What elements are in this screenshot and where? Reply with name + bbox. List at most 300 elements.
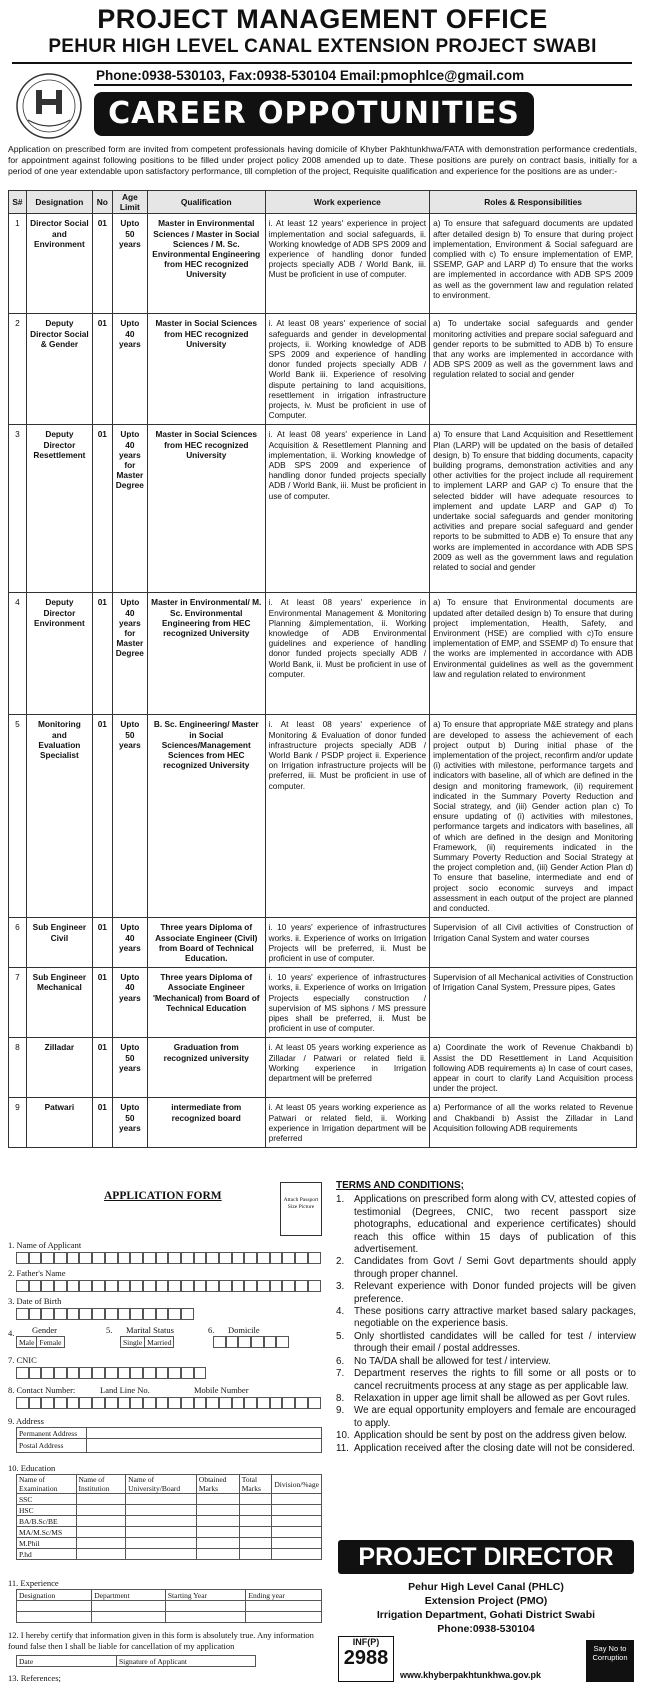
char-box[interactable]: [295, 1280, 308, 1292]
intro-paragraph: Application on prescribed form are invited from competent professionals having domicile of Khyber Pakhtunkhwa/FATA with demonstration performance credentials, for appointment against following positions to be filled under project policy 2008 amended up to date. These positions are purely on contract basis, initially for a period of one year extendable upon satisfactory performance, till completion of the project, Requisite qualification and experience for the positions are as under:-: [8, 144, 637, 176]
female-option[interactable]: Female: [37, 1337, 64, 1348]
no-corruption-badge: Say No to Corruption: [586, 1640, 634, 1682]
char-box[interactable]: [219, 1252, 232, 1264]
char-box[interactable]: [41, 1367, 54, 1379]
table-row: [9, 968, 637, 1038]
char-box[interactable]: [244, 1397, 257, 1409]
char-box[interactable]: [270, 1280, 283, 1292]
col-sn: S#: [9, 191, 27, 214]
char-box[interactable]: [156, 1308, 169, 1320]
char-box[interactable]: [156, 1252, 169, 1264]
char-box[interactable]: [92, 1397, 105, 1409]
cell-experience: i. 10 years' experience of infrastructures works. ii. Experience of works on Irrigation Projects will be preferred, ii. Must be proficient in use of computer.: [265, 918, 430, 968]
domicile-input[interactable]: [213, 1336, 289, 1348]
cell-roles: a) To ensure that safeguard documents are updated after detailed design b) To ensure that during project implementation, Environment & Social safeguard are complied with c) To ensure implementation of EMP, SSEMP, GAP and LARP d) To ensure that the works are implemented in accordance with ADB SPS 2009 as well as the government law and regulation related to environment.: [430, 214, 637, 314]
char-box[interactable]: [194, 1367, 207, 1379]
experience-row[interactable]: [17, 1601, 322, 1612]
char-box[interactable]: [219, 1397, 232, 1409]
char-box[interactable]: [118, 1308, 131, 1320]
education-cell[interactable]: [196, 1549, 239, 1560]
terms-text: Relevant experience with Donor funded projects will be given preference.: [354, 1281, 636, 1305]
experience-cell[interactable]: [165, 1612, 246, 1623]
table-row: [9, 1038, 637, 1098]
terms-item: [336, 1331, 636, 1356]
experience-table[interactable]: [16, 1589, 322, 1623]
terms-item: [336, 1430, 636, 1442]
char-box[interactable]: [41, 1280, 54, 1292]
terms-number: 6.: [336, 1355, 345, 1367]
char-box[interactable]: [282, 1397, 295, 1409]
education-cell[interactable]: [196, 1527, 239, 1538]
char-box[interactable]: [92, 1367, 105, 1379]
education-header-cell: Name of Institution: [76, 1475, 126, 1494]
char-box[interactable]: [130, 1397, 143, 1409]
single-option[interactable]: Single: [121, 1337, 145, 1348]
education-cell[interactable]: [126, 1527, 197, 1538]
experience-header-cell: Ending year: [246, 1590, 322, 1601]
terms-item: [336, 1443, 636, 1455]
cell-no: 01: [92, 715, 112, 918]
postal-address-input[interactable]: [87, 1439, 322, 1453]
education-level: M.Phil: [17, 1538, 77, 1549]
education-cell[interactable]: [239, 1494, 272, 1505]
education-level: MA/M.Sc/MS: [17, 1527, 77, 1538]
education-row[interactable]: [17, 1494, 322, 1505]
char-box[interactable]: [282, 1252, 295, 1264]
cell-experience: i. At least 08 years' experience of Monitoring & Evaluation of donor funded infrastructure projects specially ADB / World Bank / PSDP project ii. Experience on Irrigation infrastructure projects will be preferred, iii. Must be proficient in use of computer.: [265, 715, 430, 918]
education-row[interactable]: [17, 1516, 322, 1527]
positions-table: [8, 190, 637, 1148]
cell-no: 01: [92, 425, 112, 593]
table-row: [9, 314, 637, 425]
label-cnic: 7. CNIC: [8, 1355, 37, 1365]
education-cell[interactable]: [76, 1527, 126, 1538]
education-cell[interactable]: [76, 1516, 126, 1527]
char-box[interactable]: [105, 1252, 118, 1264]
char-box[interactable]: [257, 1280, 270, 1292]
terms-text: Candidates from Govt / Semi Govt departments should apply through proper channel.: [354, 1256, 636, 1280]
char-box[interactable]: [67, 1367, 80, 1379]
cell-qualification: Master in Environmental Sciences / Master in Social Sciences / M. Sc. Environmental Engineering from HEC recognized University: [147, 214, 265, 314]
education-cell[interactable]: [126, 1549, 197, 1560]
char-box[interactable]: [105, 1280, 118, 1292]
label-5: 5.: [106, 1325, 113, 1335]
education-level: SSC: [17, 1494, 77, 1505]
char-box[interactable]: [194, 1252, 207, 1264]
char-box[interactable]: [168, 1280, 181, 1292]
char-box[interactable]: [232, 1252, 245, 1264]
label-mobile: Mobile Number: [194, 1385, 249, 1395]
cell-roles: Supervision of all Civil activities of Construction of Irrigation Canal System and water courses: [430, 918, 637, 968]
education-header-cell: Total Marks: [239, 1475, 272, 1494]
label-marital: Marital Status: [126, 1325, 174, 1335]
table-row: [9, 715, 637, 918]
char-box[interactable]: [276, 1336, 289, 1348]
director-line-3: Irrigation Department, Gohati District Swabi: [376, 1609, 596, 1621]
cell-roles: a) Coordinate the work of Revenue Chakbandi b) Assist the DD Resettlement in Land Acquisition following ADB requirements a) In case of court cases, appear in court to clarify Land Acquisition process under the project.: [430, 1038, 637, 1098]
education-cell[interactable]: [239, 1505, 272, 1516]
char-box[interactable]: [156, 1367, 169, 1379]
education-header-cell: Name of Examination: [17, 1475, 77, 1494]
cell-designation: Deputy Director Social & Gender: [26, 314, 92, 425]
terms-text: Application received after the closing date will not be considered.: [354, 1442, 636, 1454]
education-cell[interactable]: [272, 1549, 322, 1560]
divider: [12, 62, 632, 64]
dob-input[interactable]: [16, 1308, 194, 1320]
terms-item: [336, 1368, 636, 1393]
terms-number: 9.: [336, 1405, 345, 1417]
education-cell[interactable]: [126, 1505, 197, 1516]
cell-roles: a) To ensure that appropriate M&E strategy and plans are developed to assess the achievement of each project output b) During initial phase of the implementation of the project, reconfirm and/or update (i) activities with milestone, performance targets and indicators with baseline, all of which are defined in the design and monitoring framework, (ii) requirement indicated in the Summary Poverty Reduction and Social strategy, and (iii) Gender action plan c) To ensure updating of (i) activities with milestones, performance targets and indicators with baselines, all of which are defined in the design and Monitoring Framework, (ii) requirements indicated in the Summary Poverty Reduction and Social Strategy at the project completion and, (iii) Gender Action Plan d) To ensure that baseline, intermediate and end of project socio economic surveys and impact assessment in each output of the project are planned and conducted.: [430, 715, 637, 918]
char-box[interactable]: [244, 1280, 257, 1292]
form-title: APPLICATION FORM: [104, 1190, 222, 1202]
label-education: 10. Education: [8, 1463, 56, 1473]
terms-text: We are equal opportunity employers and female are encouraged to apply.: [354, 1405, 636, 1429]
marital-select[interactable]: [120, 1336, 174, 1348]
char-box[interactable]: [181, 1397, 194, 1409]
label-dob: 3. Date of Birth: [8, 1296, 62, 1306]
char-box[interactable]: [130, 1308, 143, 1320]
cell-designation: Sub Engineer Civil: [26, 918, 92, 968]
cell-designation: Deputy Director Resettlement: [26, 425, 92, 593]
char-box[interactable]: [130, 1367, 143, 1379]
char-box[interactable]: [29, 1367, 42, 1379]
director-line-1: Pehur High Level Canal (PHLC): [408, 1581, 564, 1593]
col-roles: Roles & Responsibilities: [430, 191, 637, 214]
char-box[interactable]: [181, 1252, 194, 1264]
char-box[interactable]: [168, 1308, 181, 1320]
education-cell[interactable]: [196, 1516, 239, 1527]
cell-qualification: Master in Social Sciences from HEC recognized University: [147, 314, 265, 425]
education-cell[interactable]: [126, 1516, 197, 1527]
char-box[interactable]: [41, 1308, 54, 1320]
cell-age: Upto 40 years: [112, 918, 147, 968]
education-row[interactable]: [17, 1538, 322, 1549]
table-header-row: [9, 191, 637, 214]
char-box[interactable]: [67, 1308, 80, 1320]
terms-number: 4.: [336, 1306, 345, 1318]
cell-designation: Sub Engineer Mechanical: [26, 968, 92, 1038]
char-box[interactable]: [92, 1280, 105, 1292]
char-box[interactable]: [295, 1252, 308, 1264]
char-box[interactable]: [257, 1252, 270, 1264]
char-box[interactable]: [206, 1397, 219, 1409]
char-box[interactable]: [16, 1280, 29, 1292]
char-box[interactable]: [282, 1280, 295, 1292]
education-cell[interactable]: [126, 1494, 197, 1505]
education-cell[interactable]: [76, 1505, 126, 1516]
char-box[interactable]: [29, 1397, 42, 1409]
education-header-cell: Name of University/Board: [126, 1475, 197, 1494]
cell-no: 01: [92, 314, 112, 425]
terms-item: [336, 1356, 636, 1368]
experience-cell[interactable]: [92, 1601, 166, 1612]
char-box[interactable]: [181, 1367, 194, 1379]
cell-qualification: intermediate from recognized board: [147, 1098, 265, 1148]
male-option[interactable]: Male: [17, 1337, 37, 1348]
cell-age: Upto 50 years: [112, 1098, 147, 1148]
char-box[interactable]: [194, 1280, 207, 1292]
education-cell[interactable]: [76, 1549, 126, 1560]
char-box[interactable]: [54, 1280, 67, 1292]
cell-sn: 7: [9, 968, 27, 1038]
cell-qualification: Three years Diploma of Associate Engineer 'Mechanical) from Board of Technical Education: [147, 968, 265, 1038]
experience-cell[interactable]: [92, 1612, 166, 1623]
education-cell[interactable]: [272, 1527, 322, 1538]
char-box[interactable]: [54, 1252, 67, 1264]
char-box[interactable]: [194, 1397, 207, 1409]
char-box[interactable]: [105, 1308, 118, 1320]
char-box[interactable]: [118, 1397, 131, 1409]
label-references: 13. References;: [8, 1673, 61, 1683]
col-qualification: Qualification: [147, 191, 265, 214]
gender-select[interactable]: [16, 1336, 65, 1348]
char-box[interactable]: [118, 1252, 131, 1264]
char-box[interactable]: [16, 1252, 29, 1264]
education-row[interactable]: [17, 1505, 322, 1516]
experience-header-cell: Designation: [17, 1590, 92, 1601]
col-age: Age Limit: [112, 191, 147, 214]
contact-input[interactable]: [16, 1397, 321, 1409]
char-box[interactable]: [29, 1280, 42, 1292]
experience-header-cell: Department: [92, 1590, 166, 1601]
address-table[interactable]: [16, 1427, 322, 1453]
photo-box[interactable]: Attach Passport Size Picture: [280, 1182, 322, 1236]
col-no: No: [92, 191, 112, 214]
char-box[interactable]: [29, 1252, 42, 1264]
website-link[interactable]: www.khyberpakhtunkhwa.gov.pk: [400, 1670, 542, 1680]
director-title: PROJECT DIRECTOR: [338, 1540, 634, 1574]
terms-text: Department reserves the rights to fill some or all posts or to cancel recruitments process at any stage as per applicable law.: [354, 1368, 636, 1392]
terms-list: [336, 1194, 636, 1455]
label-6: 6.: [208, 1325, 215, 1335]
education-cell[interactable]: [239, 1527, 272, 1538]
label-contact: 8. Contact Number:: [8, 1385, 76, 1395]
education-cell[interactable]: [272, 1494, 322, 1505]
char-box[interactable]: [308, 1280, 321, 1292]
cell-no: 01: [92, 1038, 112, 1098]
char-box[interactable]: [41, 1397, 54, 1409]
cell-sn: 5: [9, 715, 27, 918]
education-cell[interactable]: [239, 1538, 272, 1549]
char-box[interactable]: [130, 1280, 143, 1292]
char-box[interactable]: [270, 1252, 283, 1264]
date-field[interactable]: Date: [17, 1656, 117, 1667]
cell-experience: i. At least 08 years' experience in Environmental Management & Monitoring Planning &implementation, ii. Working knowledge of ADB Environmental guidelines and experience of handling donor funded projects specially ADB / World Bank, ii. Must be proficient in use of computer.: [265, 593, 430, 715]
married-option[interactable]: Married: [145, 1337, 174, 1348]
terms-item: [336, 1281, 636, 1306]
project-name: PEHUR HIGH LEVEL CANAL EXTENSION PROJECT SWABI: [48, 36, 597, 57]
label-name: 1. Name of Applicant: [8, 1240, 82, 1250]
label-father: 2. Father's Name: [8, 1268, 66, 1278]
cell-designation: Zilladar: [26, 1038, 92, 1098]
inf-label: INF(P): [352, 1637, 380, 1647]
father-name-input[interactable]: [16, 1280, 321, 1292]
char-box[interactable]: [143, 1367, 156, 1379]
char-box[interactable]: [238, 1336, 251, 1348]
education-cell[interactable]: [272, 1505, 322, 1516]
education-level: HSC: [17, 1505, 77, 1516]
application-form: [8, 1180, 326, 1685]
terms-number: 5.: [336, 1330, 345, 1342]
char-box[interactable]: [143, 1308, 156, 1320]
char-box[interactable]: [92, 1308, 105, 1320]
cell-sn: 1: [9, 214, 27, 314]
char-box[interactable]: [308, 1397, 321, 1409]
terms-number: 10.: [336, 1430, 350, 1442]
education-cell[interactable]: [76, 1494, 126, 1505]
char-box[interactable]: [105, 1397, 118, 1409]
col-experience: Work experience: [265, 191, 430, 214]
cell-roles: a) Performance of all the works related to Revenue and Chakbandi b) Assist the Zilladar in Land Acquisition following ADB requirements: [430, 1098, 637, 1148]
char-box[interactable]: [54, 1308, 67, 1320]
char-box[interactable]: [105, 1367, 118, 1379]
terms-title: TERMS AND CONDITIONS;: [336, 1180, 464, 1191]
cell-age: Upto 50 years: [112, 214, 147, 314]
char-box[interactable]: [130, 1252, 143, 1264]
terms-item: [336, 1256, 636, 1281]
education-cell[interactable]: [272, 1516, 322, 1527]
char-box[interactable]: [206, 1252, 219, 1264]
signature-field[interactable]: Signature of Applicant: [117, 1656, 256, 1667]
experience-cell[interactable]: [17, 1612, 92, 1623]
char-box[interactable]: [29, 1308, 42, 1320]
terms-text: These positions carry attractive market based salary packages, negotiable on the experience basis.: [354, 1306, 636, 1330]
education-cell[interactable]: [239, 1516, 272, 1527]
char-box[interactable]: [219, 1280, 232, 1292]
char-box[interactable]: [308, 1252, 321, 1264]
char-box[interactable]: [118, 1280, 131, 1292]
cell-age: Upto 40 years for Master Degree: [112, 593, 147, 715]
cell-experience: i. At least 12 years' experience in project implementation and social safeguards, ii. Working knowledge of ADB SPS 2009 and experience of handling donor funded projects specially ADB / World Bank, iii. Must be proficient in use of computer.: [265, 214, 430, 314]
cell-age: Upto 40 years: [112, 968, 147, 1038]
char-box[interactable]: [270, 1397, 283, 1409]
char-box[interactable]: [79, 1252, 92, 1264]
cell-designation: Deputy Director Environment: [26, 593, 92, 715]
education-cell[interactable]: [196, 1494, 239, 1505]
char-box[interactable]: [118, 1367, 131, 1379]
char-box[interactable]: [54, 1367, 67, 1379]
education-cell[interactable]: [196, 1538, 239, 1549]
char-box[interactable]: [264, 1336, 277, 1348]
char-box[interactable]: [16, 1397, 29, 1409]
char-box[interactable]: [143, 1280, 156, 1292]
cell-designation: Patwari: [26, 1098, 92, 1148]
contact-line: Phone:0938-530103, Fax:0938-530104 Email:pmophlce@gmail.com: [96, 68, 525, 83]
char-box[interactable]: [226, 1336, 239, 1348]
terms-section: [336, 1180, 636, 1455]
char-box[interactable]: [168, 1252, 181, 1264]
table-row: [9, 593, 637, 715]
char-box[interactable]: [79, 1280, 92, 1292]
char-box[interactable]: [79, 1367, 92, 1379]
char-box[interactable]: [156, 1397, 169, 1409]
experience-cell[interactable]: [246, 1612, 322, 1623]
cell-experience: i. At least 05 years working experience as Patwari or related field, ii. Working experience in Irrigation department will be preferred: [265, 1098, 430, 1148]
government-logo-icon: [14, 70, 84, 142]
cell-qualification: B. Sc. Engineering/ Master in Social Sciences/Management Sciences from HEC recognized University: [147, 715, 265, 918]
experience-cell[interactable]: [165, 1601, 246, 1612]
signature-table[interactable]: [16, 1655, 256, 1667]
char-box[interactable]: [251, 1336, 264, 1348]
education-cell[interactable]: [272, 1538, 322, 1549]
char-box[interactable]: [67, 1280, 80, 1292]
education-cell[interactable]: [239, 1549, 272, 1560]
terms-text: Applications on prescribed form along with CV, attested copies of testimonial (Degrees, CNIC, two recent passport size photographs, educational and experience certificates) should reach this office within 15 days of publication of this advertisement.: [354, 1194, 636, 1256]
terms-item: [336, 1306, 636, 1331]
education-row[interactable]: [17, 1527, 322, 1538]
char-box[interactable]: [168, 1367, 181, 1379]
experience-cell[interactable]: [246, 1601, 322, 1612]
char-box[interactable]: [295, 1397, 308, 1409]
char-box[interactable]: [54, 1397, 67, 1409]
terms-text: No TA/DA shall be allowed for test / interview.: [354, 1355, 551, 1367]
char-box[interactable]: [213, 1336, 226, 1348]
cell-sn: 9: [9, 1098, 27, 1148]
char-box[interactable]: [181, 1280, 194, 1292]
director-line-2: Extension Project (PMO): [424, 1595, 548, 1607]
cell-roles: a) To ensure that Land Acquisition and Resettlement Plan (LARP) will be updated on the basis of detailed design, b) To ensure that bidding documents, capacity building programs, demonstration activities and any other activities for the project include all requirement to implement LARP and GAP c) To ensure that the selected bidder will have adequate resources to implement and update LARP and GAP d) To undertake social safeguards and gender monitoring activities and prepare social safeguard and gender reports to be submitted to ADB e) To ensure that any works are implemented in accordance with ADB SPS 2009 as well as the government laws and regulation related to social and gender: [430, 425, 637, 593]
label-experience: 11. Experience: [8, 1578, 59, 1588]
char-box[interactable]: [156, 1280, 169, 1292]
char-box[interactable]: [16, 1367, 29, 1379]
cell-designation: Director Social and Environment: [26, 214, 92, 314]
cell-qualification: Master in Environmental/ M. Sc. Environmental Engineering from HEC recognized University: [147, 593, 265, 715]
table-row: [9, 1098, 637, 1148]
experience-cell[interactable]: [17, 1601, 92, 1612]
char-box[interactable]: [181, 1308, 194, 1320]
cnic-input[interactable]: [16, 1367, 206, 1379]
education-cell[interactable]: [126, 1538, 197, 1549]
char-box[interactable]: [79, 1397, 92, 1409]
char-box[interactable]: [168, 1397, 181, 1409]
char-box[interactable]: [257, 1397, 270, 1409]
cell-qualification: Master in Social Sciences from HEC recognized University: [147, 425, 265, 593]
char-box[interactable]: [41, 1252, 54, 1264]
education-cell[interactable]: [76, 1538, 126, 1549]
cell-sn: 6: [9, 918, 27, 968]
education-cell[interactable]: [196, 1505, 239, 1516]
char-box[interactable]: [244, 1252, 257, 1264]
char-box[interactable]: [206, 1280, 219, 1292]
char-box[interactable]: [232, 1280, 245, 1292]
name-input[interactable]: [16, 1252, 321, 1264]
cell-qualification: Graduation from recognized university: [147, 1038, 265, 1098]
cell-roles: Supervision of all Mechanical activities of Construction of Irrigation Canal System, Pressure pipes, Gates: [430, 968, 637, 1038]
education-table[interactable]: [16, 1474, 322, 1560]
char-box[interactable]: [143, 1397, 156, 1409]
permanent-address-label: Permanent Address: [17, 1428, 87, 1439]
permanent-address-input[interactable]: [87, 1428, 322, 1439]
education-header-cell: Obtained Marks: [196, 1475, 239, 1494]
experience-row[interactable]: [17, 1612, 322, 1623]
char-box[interactable]: [67, 1397, 80, 1409]
inf-badge: [338, 1636, 394, 1682]
experience-header-row: [17, 1590, 322, 1601]
char-box[interactable]: [143, 1252, 156, 1264]
cell-age: Upto 40 years: [112, 314, 147, 425]
char-box[interactable]: [67, 1252, 80, 1264]
table-row: [9, 214, 637, 314]
char-box[interactable]: [79, 1308, 92, 1320]
education-row[interactable]: [17, 1549, 322, 1560]
char-box[interactable]: [92, 1252, 105, 1264]
char-box[interactable]: [232, 1397, 245, 1409]
terms-text: Application should be sent by post on the address given below.: [354, 1430, 627, 1442]
cell-experience: i. At least 05 years working experience as Zilladar / Patwari or related field ii. Working experience in Irrigation department will be preferred: [265, 1038, 430, 1098]
terms-text: Relaxation in upper age limit shall be allowed as per Govt rules.: [354, 1392, 631, 1404]
char-box[interactable]: [16, 1308, 29, 1320]
